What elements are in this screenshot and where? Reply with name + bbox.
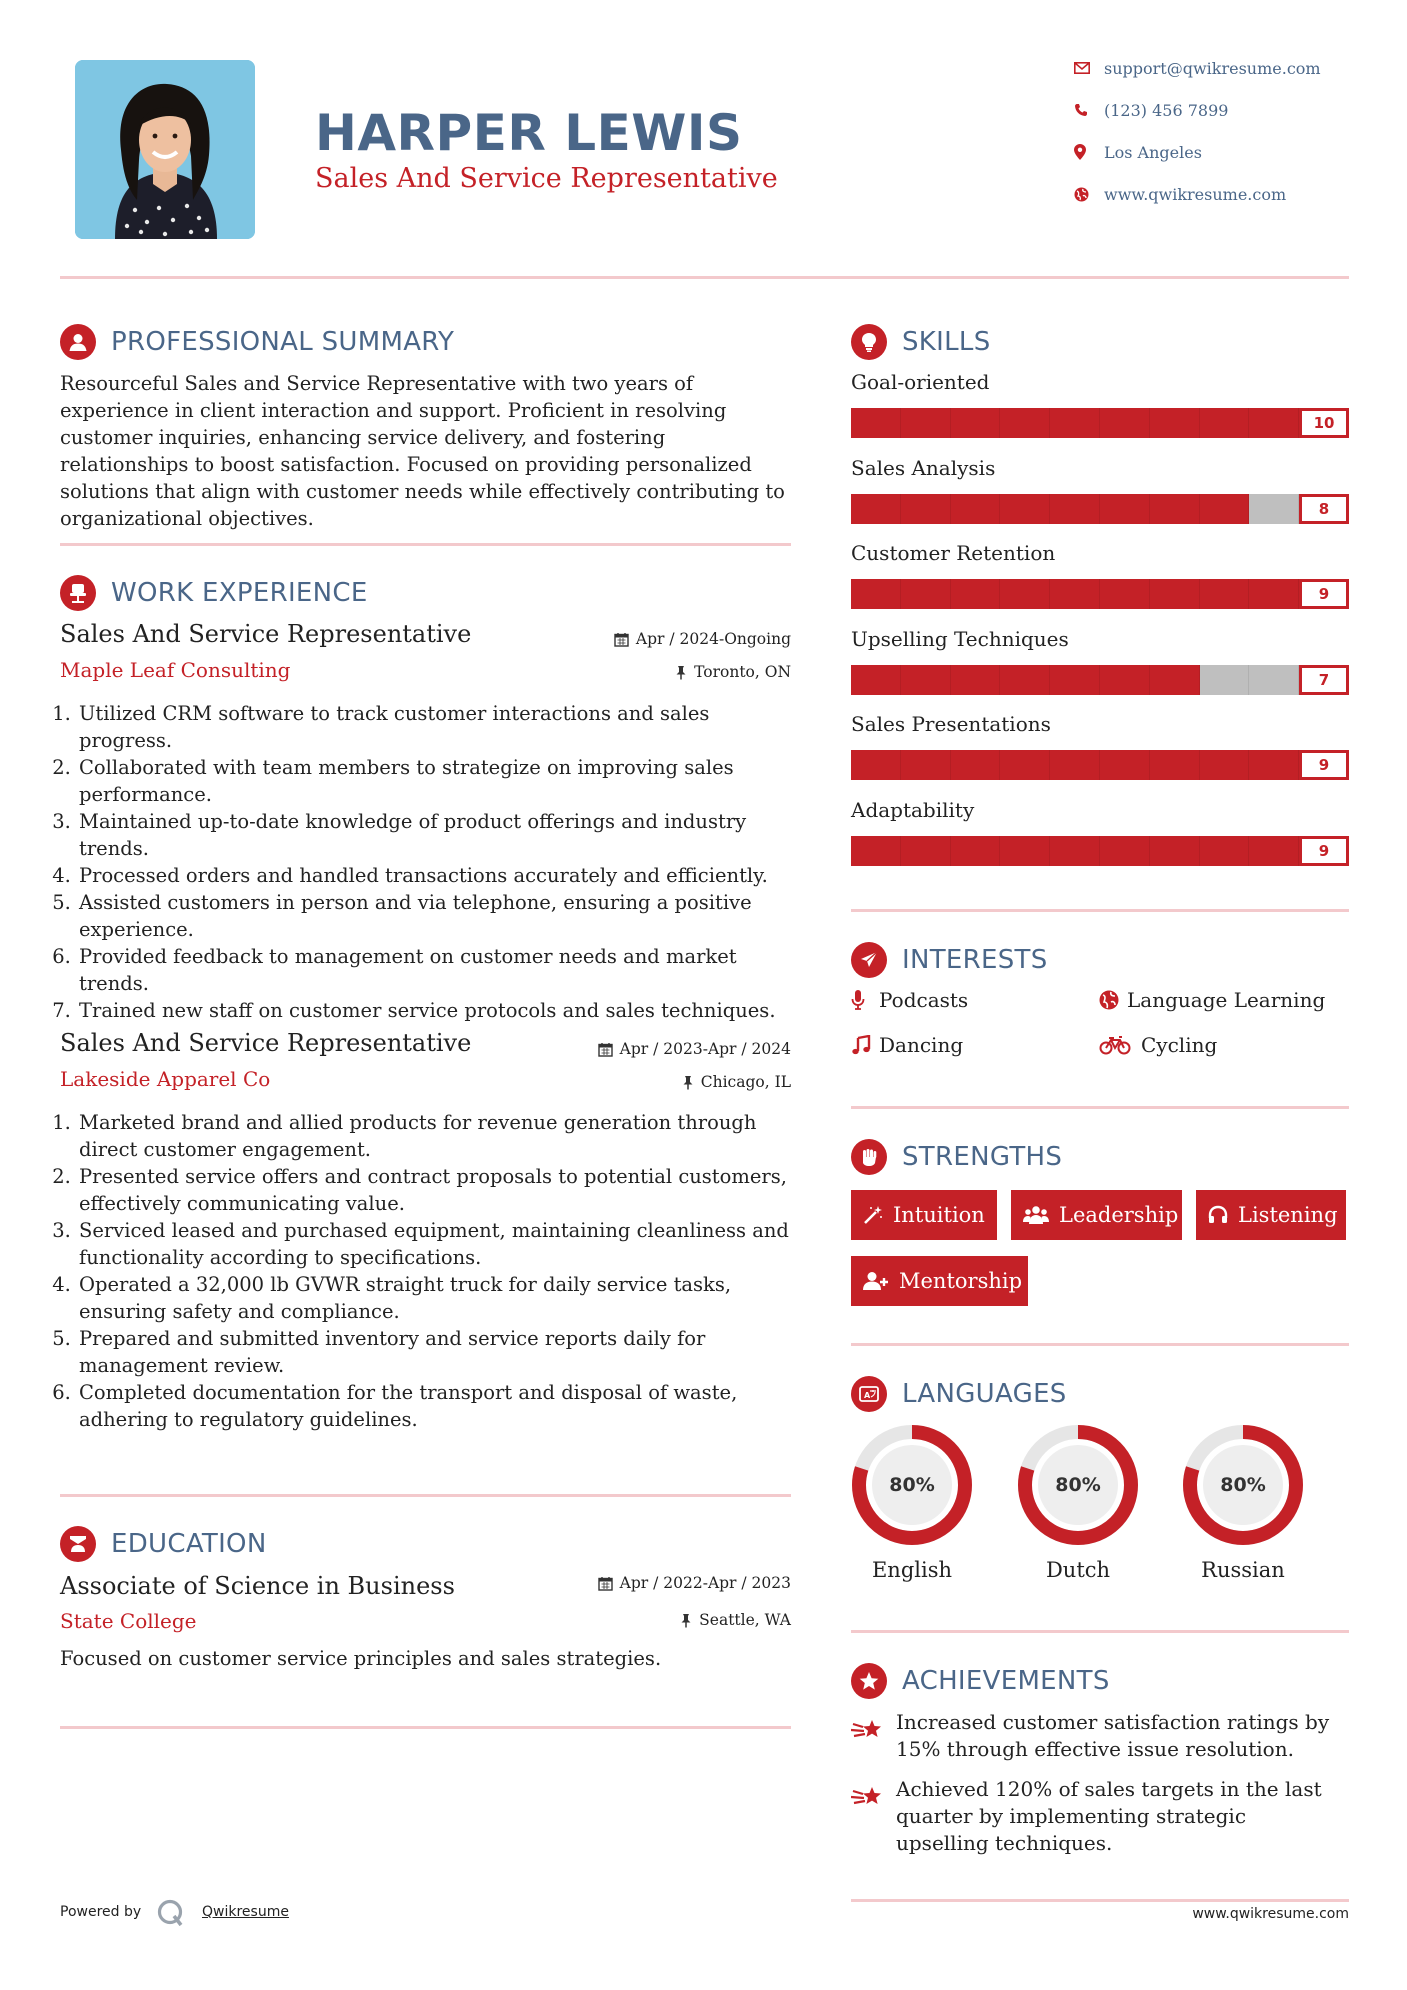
- languages-divider: [851, 1630, 1349, 1633]
- skill-bar-segment: [1249, 665, 1299, 695]
- job-1-bullets: [57, 700, 802, 1024]
- contact-website-text: www.qwikresume.com: [1104, 184, 1287, 204]
- lightbulb-icon: [851, 324, 887, 360]
- interest-cycling: [1099, 1033, 1217, 1057]
- job-2-dates-text: Apr / 2023-Apr / 2024: [619, 1040, 791, 1058]
- pushpin-icon: [675, 665, 687, 680]
- skill-level-badge: 9: [1299, 836, 1349, 866]
- skill-label: Upselling Techniques: [851, 626, 1069, 651]
- job-2-bullets: [57, 1109, 802, 1433]
- globe-icon: [1099, 990, 1127, 1010]
- skill-bar-segment: [951, 579, 1001, 609]
- skill-level-badge: 9: [1299, 579, 1349, 609]
- strengths-title: STRENGTHS: [902, 1142, 1063, 1172]
- skill-bar-segment: [951, 750, 1001, 780]
- skill-bar-segment: [1200, 836, 1250, 866]
- skill-bar-segment: [851, 750, 901, 780]
- experience-divider: [60, 1494, 791, 1497]
- skill-bar-segment: [1249, 408, 1299, 438]
- skill-bar: [851, 494, 1349, 524]
- skill-bar-segment: [1249, 836, 1299, 866]
- phone-icon: [1074, 100, 1104, 120]
- microphone-icon: [851, 990, 879, 1010]
- skill-bar-segment: [1200, 494, 1250, 524]
- interest-label: Cycling: [1141, 1033, 1218, 1057]
- education-location-text: Seattle, WA: [699, 1611, 791, 1629]
- skill-bar-segment: [1000, 579, 1050, 609]
- skill-bar-segment: [1249, 579, 1299, 609]
- skill-bar-segment: [851, 579, 901, 609]
- paper-plane-icon: [851, 942, 887, 978]
- strength-chip-intuition: [851, 1190, 997, 1240]
- translate-icon: [851, 1376, 887, 1412]
- skills-divider: [851, 909, 1349, 912]
- skill-bar-segment: [951, 665, 1001, 695]
- skill-bar-segment: [951, 494, 1001, 524]
- list-item: 7. Trained new staff on customer service protocols and sales techniques.: [77, 997, 802, 1024]
- achievement-2: Achieved 120% of sales targets in the last quarter by implementing strategic upselling techniques.: [896, 1777, 1322, 1855]
- contact-email[interactable]: [1074, 58, 1384, 78]
- education-school: State College: [60, 1609, 197, 1633]
- calendar-icon: [614, 632, 629, 647]
- skill-bar-segment: [901, 750, 951, 780]
- skill-bar-segment: [1150, 494, 1200, 524]
- skill-bar-segment: [951, 836, 1001, 866]
- skill-bar-segment: [1050, 408, 1100, 438]
- pushpin-icon: [680, 1613, 692, 1628]
- list-item: 4. Operated a 32,000 lb GVWR straight truck for daily service tasks, ensuring safety and compliance.: [77, 1271, 802, 1325]
- list-item: 5. Assisted customers in person and via telephone, ensuring a positive experience.: [77, 889, 802, 943]
- skill-bar: [851, 665, 1349, 695]
- language-name: Russian: [1201, 1558, 1285, 1582]
- strength-label: Intuition: [893, 1203, 985, 1227]
- experience-title: WORK EXPERIENCE: [111, 578, 368, 608]
- education-degree: Associate of Science in Business: [60, 1572, 455, 1600]
- interests-heading: [851, 942, 1048, 978]
- skill-label: Sales Analysis: [851, 455, 996, 480]
- job-1-dates: [540, 630, 791, 648]
- language-name: English: [871, 1558, 953, 1582]
- achievements-heading: [851, 1663, 1110, 1699]
- skill-level-badge: 10: [1299, 408, 1349, 438]
- summary-text: Resourceful Sales and Service Representative with two years of experience in client interaction and support. Proficient in resolving customer inquiries, enhancing service delivery, and fostering relationships to boost satisfaction. Focused on providing personalized solutions that align with customer needs while effectively contributing to organizational objectives.: [60, 372, 785, 530]
- skill-bar-segment: [1150, 836, 1200, 866]
- strength-label: Mentorship: [899, 1269, 1023, 1293]
- footer-website-link[interactable]: www.qwikresume.com: [1192, 1906, 1349, 1922]
- calendar-icon: [598, 1042, 613, 1057]
- job-1-company: Maple Leaf Consulting: [60, 658, 291, 682]
- language-percent: 80%: [1220, 1474, 1266, 1496]
- skill-bar-segment: [851, 494, 901, 524]
- skill-label: Adaptability: [851, 797, 975, 822]
- contact-location: [1074, 142, 1384, 162]
- skill-bar-segment: [1100, 665, 1150, 695]
- envelope-icon: [1074, 58, 1104, 78]
- skill-bar-segment: [1150, 665, 1200, 695]
- skills-heading: [851, 324, 991, 360]
- interest-dancing: [851, 1033, 963, 1057]
- skills-title: SKILLS: [902, 327, 991, 357]
- list-item: 2. Collaborated with team members to strategize on improving sales performance.: [77, 754, 802, 808]
- skill-bar-segment: [1000, 665, 1050, 695]
- education-heading: [60, 1526, 267, 1562]
- skill-bar-segment: [1000, 408, 1050, 438]
- summary-heading: [60, 324, 454, 360]
- list-item: 4. Processed orders and handled transactions accurately and efficiently.: [77, 862, 802, 889]
- skill-bar-segment: [901, 408, 951, 438]
- education-divider: [60, 1726, 791, 1729]
- interest-label: Language Learning: [1127, 988, 1326, 1012]
- strength-chip-mentorship: [851, 1256, 1028, 1306]
- language-percent: 80%: [1055, 1474, 1101, 1496]
- skill-bar-segment: [1200, 750, 1250, 780]
- skill-level-badge: 9: [1299, 750, 1349, 780]
- user-plus-icon: [863, 1271, 889, 1291]
- svg-text:A: A: [864, 1391, 871, 1400]
- profile-photo: [75, 60, 255, 239]
- achievements-divider: [851, 1899, 1349, 1902]
- job-2-location-text: Chicago, IL: [700, 1073, 791, 1091]
- list-item: 3. Maintained up-to-date knowledge of product offerings and industry trends.: [77, 808, 802, 862]
- interest-label: Dancing: [879, 1033, 964, 1057]
- strengths-divider: [851, 1343, 1349, 1346]
- strength-label: Leadership: [1059, 1203, 1179, 1227]
- qwikresume-link[interactable]: Qwikresume: [202, 1904, 289, 1920]
- list-item: 1. Marketed brand and allied products for revenue generation through direct customer engagement.: [77, 1109, 802, 1163]
- contact-website[interactable]: [1074, 184, 1384, 204]
- skill-bar-segment: [1100, 408, 1150, 438]
- star-icon: [851, 1663, 887, 1699]
- list-item: 5. Prepared and submitted inventory and service reports daily for management review.: [77, 1325, 802, 1379]
- job-2-location: [540, 1073, 791, 1091]
- skill-bar-segment: [1000, 494, 1050, 524]
- graduation-icon: [60, 1526, 96, 1562]
- skill-bar-segment: [1100, 579, 1150, 609]
- list-item: 1. Utilized CRM software to track customer interactions and sales progress.: [77, 700, 802, 754]
- skill-level-badge: 8: [1299, 494, 1349, 524]
- skill-bar-segment: [1100, 494, 1150, 524]
- achievements-title: ACHIEVEMENTS: [902, 1666, 1110, 1696]
- interest-language-learning: [1099, 988, 1325, 1012]
- language-name: Dutch: [1045, 1558, 1111, 1582]
- skill-bar: [851, 836, 1349, 866]
- achievement-1: Increased customer satisfaction ratings by 15% through effective issue resolution.: [896, 1710, 1330, 1761]
- summary-title: PROFESSIONAL SUMMARY: [111, 327, 455, 357]
- skill-bar-segment: [1200, 579, 1250, 609]
- interests-title: INTERESTS: [902, 945, 1048, 975]
- skill-bar-segment: [1050, 665, 1100, 695]
- skill-bar: [851, 579, 1349, 609]
- briefcase-chair-icon: [60, 575, 96, 611]
- calendar-icon: [598, 1576, 613, 1591]
- group-icon: [1023, 1205, 1049, 1225]
- languages-title: LANGUAGES: [902, 1379, 1067, 1409]
- qwikresume-logo-icon: [156, 1898, 186, 1932]
- skill-bar-segment: [1100, 836, 1150, 866]
- strength-chip-leadership: [1011, 1190, 1182, 1240]
- powered-by-text: Powered by: [60, 1904, 142, 1920]
- job-1-location: [540, 663, 791, 681]
- candidate-role: Sales And Service Representative: [315, 163, 778, 194]
- skill-bar-segment: [851, 836, 901, 866]
- skill-bar-segment: [1200, 665, 1250, 695]
- skill-bar-segment: [901, 579, 951, 609]
- contact-phone[interactable]: [1074, 100, 1384, 120]
- skill-bar-segment: [1050, 750, 1100, 780]
- skill-label: Customer Retention: [851, 541, 1056, 565]
- interests-divider: [851, 1106, 1349, 1109]
- skill-bar-segment: [1050, 579, 1100, 609]
- education-location: [540, 1611, 791, 1629]
- skill-level-badge: 7: [1299, 665, 1349, 695]
- list-item: 6. Completed documentation for the transport and disposal of waste, adhering to regulatory guidelines.: [77, 1379, 802, 1433]
- skill-bar-segment: [901, 836, 951, 866]
- job-2-title: Sales And Service Representative: [60, 1029, 472, 1057]
- strength-chip-listening: [1196, 1190, 1346, 1240]
- language-percent: 80%: [889, 1474, 935, 1496]
- header-divider: [60, 276, 1349, 279]
- skill-label: Goal-oriented: [851, 370, 990, 394]
- skill-bar-segment: [851, 408, 901, 438]
- shooting-star-icon: [851, 1783, 885, 1813]
- list-item: 2. Presented service offers and contract proposals to potential customers, effectively communicating value.: [77, 1163, 802, 1217]
- music-note-icon: [851, 1035, 879, 1055]
- experience-heading: [60, 575, 368, 611]
- skill-bar-segment: [1050, 494, 1100, 524]
- job-1-location-text: Toronto, ON: [694, 663, 791, 681]
- education-dates-text: Apr / 2022-Apr / 2023: [619, 1574, 791, 1592]
- education-title: EDUCATION: [111, 1529, 267, 1559]
- pushpin-icon: [682, 1075, 694, 1090]
- skill-bar-segment: [1249, 750, 1299, 780]
- skill-bar-segment: [1000, 750, 1050, 780]
- summary-divider: [60, 543, 791, 546]
- job-2-dates: [500, 1040, 791, 1058]
- skill-bar-segment: [1150, 750, 1200, 780]
- skill-bar-segment: [1150, 579, 1200, 609]
- skill-label: Sales Presentations: [851, 712, 1051, 736]
- user-icon: [60, 324, 96, 360]
- skill-bar-segment: [1050, 836, 1100, 866]
- skill-bar-segment: [1000, 836, 1050, 866]
- fist-icon: [851, 1139, 887, 1175]
- job-2-company: Lakeside Apparel Co: [60, 1067, 271, 1091]
- contact-email-text: support@qwikresume.com: [1104, 58, 1321, 78]
- job-1-title: Sales And Service Representative: [60, 620, 472, 648]
- job-1-dates-text: Apr / 2024-Ongoing: [635, 630, 791, 648]
- avatar: [75, 60, 255, 239]
- skill-bar-segment: [851, 665, 901, 695]
- skill-bar-segment: [1249, 494, 1299, 524]
- map-pin-icon: [1074, 142, 1104, 162]
- bicycle-icon: [1099, 1035, 1141, 1055]
- candidate-name: HARPER LEWIS: [315, 104, 743, 162]
- contact-phone-text: (123) 456 7899: [1104, 100, 1229, 120]
- skill-bar-segment: [1200, 408, 1250, 438]
- magic-wand-icon: [863, 1205, 883, 1225]
- skill-bar: [851, 408, 1349, 438]
- shooting-star-icon: [851, 1716, 885, 1746]
- globe-icon: [1074, 184, 1104, 204]
- skill-bar-segment: [901, 494, 951, 524]
- education-dates: [500, 1574, 791, 1592]
- skill-bar-segment: [1100, 750, 1150, 780]
- strengths-heading: [851, 1139, 1062, 1175]
- headphones-icon: [1208, 1205, 1228, 1225]
- list-item: 6. Provided feedback to management on customer needs and market trends.: [77, 943, 802, 997]
- interest-label: Podcasts: [879, 988, 969, 1012]
- skill-bar-segment: [1150, 408, 1200, 438]
- education-description: Focused on customer service principles and sales strategies.: [60, 1647, 662, 1670]
- languages-heading: [851, 1376, 1067, 1412]
- skill-bar-segment: [901, 665, 951, 695]
- skill-bar-segment: [951, 408, 1001, 438]
- interest-podcasts: [851, 988, 968, 1012]
- strength-label: Listening: [1238, 1203, 1338, 1227]
- contact-location-text: Los Angeles: [1104, 142, 1202, 162]
- list-item: 3. Serviced leased and purchased equipment, maintaining cleanliness and functionality according to specifications.: [77, 1217, 802, 1271]
- skill-bar: [851, 750, 1349, 780]
